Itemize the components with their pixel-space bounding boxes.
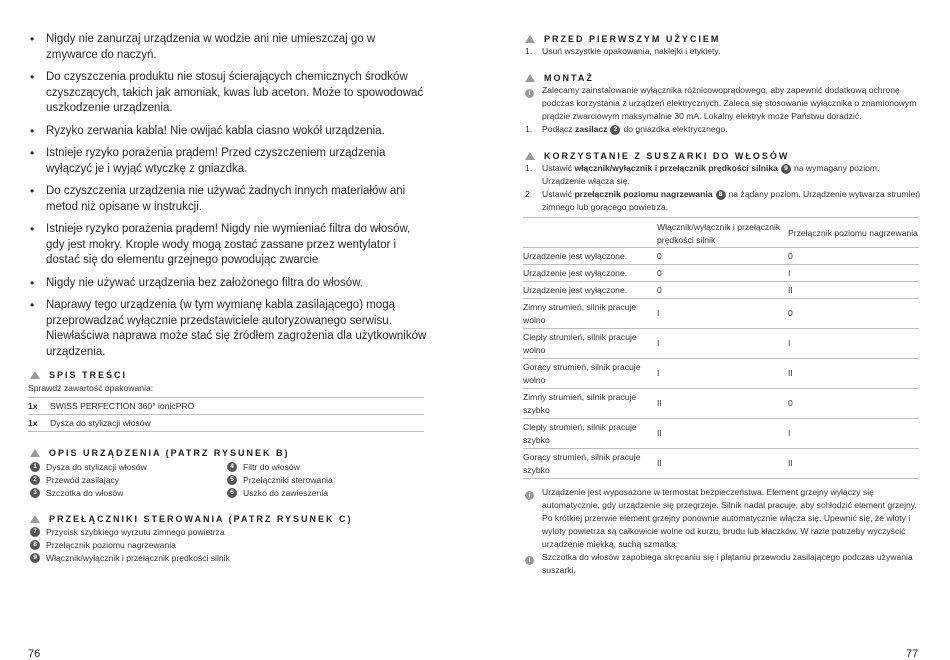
number-badge: 7 (30, 527, 40, 537)
step-number: 2. (525, 189, 533, 199)
qty-cell: 1x (28, 415, 50, 432)
operation-table (523, 217, 919, 479)
note-brush (525, 551, 921, 577)
step-bold-text: zasilacz (574, 124, 608, 134)
table-cell: Ciepły strumień, silnik pracuje wolno (523, 329, 657, 359)
contents-intro: Sprawdź zawartość opakowania: (28, 383, 154, 393)
table-header (523, 218, 657, 248)
table-cell: I (788, 329, 919, 359)
warning-triangle-icon (525, 152, 535, 160)
number-badge: 2 (610, 125, 620, 135)
safety-bullet: • Nigdy nie zanurzaj urządzenia w wodzie ani nie umieszczaj go w zmywarce do naczyń. (28, 32, 428, 63)
parts-list-col2 (227, 460, 333, 499)
list-item-label: Uszko do zawieszenia (243, 487, 329, 498)
step-bold-text: przełącznik poziomu nagrzewania (574, 189, 713, 199)
table-row (523, 329, 919, 359)
item-cell: SWISS PERFECTION 360° ionicPRO (50, 398, 424, 415)
number-badge: 8 (30, 540, 40, 550)
list-item (30, 473, 147, 486)
table-row (523, 282, 919, 299)
safety-bullet-list (28, 32, 428, 367)
safety-bullet: • Istnieje ryzyko porażenia prądem! Przed czyszczeniem urządzenia wyłączyć je i wyjąć wtyczkę z gniazdka. (28, 146, 428, 177)
parts-title: OPIS URZĄDZENIA (PATRZ RYSUNEK B) (49, 448, 290, 458)
usage-step-1 (525, 162, 921, 188)
number-badge: 8 (716, 190, 726, 200)
table-cell: Urządzenie jest wyłączone. (523, 282, 657, 299)
package-contents-table (28, 397, 424, 432)
table-cell: Zimny strumień, silnik pracuje szybko (523, 389, 657, 419)
assembly-heading (525, 73, 594, 83)
note-text: Urządzenie jest wyposażone w termostat bezpieczeństwa. Element grzejny wyłączy się automatycznie, gdy urządzenie się przegrzeje. Silnik nadal pracuje, aby schłodzić element grzejny. Po krótkiej przerwie element grzejny ponownie automatycznie włącza się. Upewnić się, że wloty i wyloty powietrza są całkowicie wolne od kurzu, brudu lub kłaczków. W razie potrzeby wyczyścić urządzenie miękką, suchą szmatką. (542, 487, 917, 549)
table-header: Włącznik/wyłącznik i przełącznik prędkości silnik (657, 218, 788, 248)
step-text: na żądany poziom. Urządzenie wytwarza strumień zimnego lub gorącego powietrza. (542, 189, 921, 212)
table-row (523, 449, 919, 479)
step-number: 1. (525, 163, 533, 173)
step-text: do gniazdka elektrycznego. (623, 124, 728, 134)
table-cell: II (788, 449, 919, 479)
switches-list (30, 525, 230, 564)
table-cell: I (657, 299, 788, 329)
switches-title: PRZEŁĄCZNIKI STEROWANIA (PATRZ RYSUNEK C) (49, 514, 353, 524)
info-icon: i (525, 491, 534, 500)
list-item-label: Filtr do włosów (243, 461, 300, 472)
table-header: Przełącznik poziomu nagrzewania (788, 218, 919, 248)
table-row (523, 248, 919, 265)
list-item-label: Szczotka do włosów (46, 487, 124, 498)
step-text: Usuń wszystkie opakowania, naklejki i etykiety. (542, 46, 721, 56)
table-cell: Urządzenie jest wyłączone. (523, 265, 657, 282)
list-item (30, 460, 147, 473)
table-row (523, 419, 919, 449)
table-cell: 0 (788, 299, 919, 329)
warning-triangle-icon (30, 515, 40, 523)
info-icon: i (525, 556, 534, 565)
safety-bullet: • Ryzyko zerwania kabla! Nie owijać kabla ciasno wokół urządzenia. (28, 124, 428, 140)
step-text: Urządzenie włącza się. (542, 176, 630, 186)
list-item (30, 538, 230, 551)
list-item-label: Przełączniki sterowania (243, 474, 333, 485)
step-text: na wymagany poziom. (793, 163, 880, 173)
table-cell: Gorący strumień, silnik pracuje wolno (523, 359, 657, 389)
list-item (227, 460, 333, 473)
safety-bullet: • Istnieje ryzyko porażenia prądem! Nigdy nie wymieniać filtra do włosów, gdy jest mokry. Krople wody mogą zostać zassane przez wentylator i dostać się do elementu grzejnego powodując zwarcie (28, 222, 428, 269)
step-text: Ustawić (542, 189, 573, 199)
table-cell: Urządzenie jest wyłączone. (523, 248, 657, 265)
table-cell: II (657, 449, 788, 479)
number-badge: 9 (781, 164, 791, 174)
contents-heading (30, 370, 127, 380)
warning-triangle-icon (525, 35, 535, 43)
table-cell: II (657, 419, 788, 449)
step-text: Podłącz (542, 124, 573, 134)
list-item-label: Dysza do stylizacji włosów (46, 461, 147, 472)
table-row (28, 415, 424, 432)
step-number: 1. (525, 46, 533, 56)
table-cell: II (788, 359, 919, 389)
page-number: 76 (28, 648, 41, 660)
before-use-heading (525, 34, 720, 44)
parts-list-col1 (30, 460, 147, 499)
assembly-info (525, 84, 921, 123)
number-badge: 6 (227, 488, 237, 498)
usage-step-2 (525, 188, 921, 214)
number-badge: 9 (30, 553, 40, 563)
usage-title: KORZYSTANIE Z SUSZARKI DO WŁOSÓW (544, 151, 790, 161)
list-item-label: Włącznik/wyłącznik i przełącznik prędkości silnik (46, 552, 230, 563)
list-item (30, 551, 230, 564)
safety-bullet: • Do czyszczenia produktu nie stosuj ścierających chemicznych środków czyszczących, takich jak amoniak, kwas lub aceton. Może to spowodować uszkodzenie urządzenia. (28, 70, 428, 117)
before-use-step (525, 45, 921, 58)
table-cell: 0 (788, 248, 919, 265)
table-cell: 0 (657, 248, 788, 265)
table-cell: 0 (788, 389, 919, 419)
before-use-title: PRZED PIERWSZYM UŻYCIEM (544, 34, 721, 44)
safety-bullet: • Naprawy tego urządzenia (w tym wymianę kabla zasilającego) mogą przeprowadzać wyłącznie przedstawiciele autoryzowanego serwisu. Niewłaściwa naprawa może stać się źródłem zagrożenia dla użytkowników urządzenia. (28, 298, 428, 360)
step-text: Ustawić (542, 163, 573, 173)
list-item (30, 525, 230, 538)
table-cell: I (657, 359, 788, 389)
parts-heading (30, 448, 290, 458)
step-bold-text: włącznik/wyłącznik i przełącznik prędkości silnika (574, 163, 778, 173)
table-row (523, 265, 919, 282)
switches-heading (30, 514, 353, 524)
safety-bullet: • Do czyszczenia urządzenia nie używać żadnych innych materiałów ani metod niż opisane w instrukcji. (28, 184, 428, 215)
number-badge: 3 (30, 488, 40, 498)
qty-cell: 1x (28, 398, 50, 415)
list-item-label: Przewód zasilający (46, 474, 120, 485)
assembly-step (525, 123, 921, 136)
info-text: Zalecamy zainstalowanie wyłącznika różnicowoprądowego, aby zapewnić dodatkową ochronę podczas korzystania z urządzeń elektrycznych. Zaleca się stosowanie wyłącznika o znamionowym prądzie zwarciowym maksymalnie 30 mA. Lokalny elektryk może Państwu doradzić. (542, 85, 917, 121)
item-cell: Dysza do stylizacji włosów (50, 415, 424, 432)
table-cell: 0 (657, 282, 788, 299)
table-header-row (523, 218, 919, 248)
table-cell: I (788, 419, 919, 449)
table-row (28, 398, 424, 415)
table-cell: 0 (657, 265, 788, 282)
table-cell: I (788, 265, 919, 282)
note-text: Szczotka do włosów zapobiega skręcaniu się i plątaniu przewodu zasilającego podczas używania suszarki. (542, 552, 913, 575)
number-badge: 1 (30, 462, 40, 472)
safety-bullet: • Nigdy nie używać urządzenia bez założonego filtra do włosów. (28, 276, 428, 292)
table-cell: Ciepły strumień, silnik pracuje szybko (523, 419, 657, 449)
list-item (30, 486, 147, 499)
number-badge: 2 (30, 475, 40, 485)
warning-triangle-icon (30, 371, 40, 379)
table-row (523, 299, 919, 329)
number-badge: 4 (227, 462, 237, 472)
list-item-label: Przełącznik poziomu nagrzewania (46, 539, 176, 550)
table-cell: II (657, 389, 788, 419)
page-number: 77 (906, 648, 919, 660)
step-number: 1. (525, 124, 533, 134)
right-page (475, 0, 950, 660)
table-cell: I (657, 329, 788, 359)
note-thermostat (525, 486, 921, 551)
table-cell: Gorący strumień, silnik pracuje szybko (523, 449, 657, 479)
warning-triangle-icon (30, 449, 40, 457)
list-item (227, 486, 333, 499)
list-item (227, 473, 333, 486)
info-icon: i (525, 89, 534, 98)
number-badge: 5 (227, 475, 237, 485)
table-cell: II (788, 282, 919, 299)
table-row (523, 359, 919, 389)
assembly-title: MONTAŻ (544, 73, 594, 83)
list-item-label: Przycisk szybkiego wyrzutu zimnego powietrza (46, 526, 225, 537)
warning-triangle-icon (525, 74, 535, 82)
usage-heading (525, 151, 789, 161)
table-cell: Zimny strumień, silnik pracuje wolno (523, 299, 657, 329)
table-row (523, 389, 919, 419)
contents-title: SPIS TREŚCI (49, 370, 128, 380)
